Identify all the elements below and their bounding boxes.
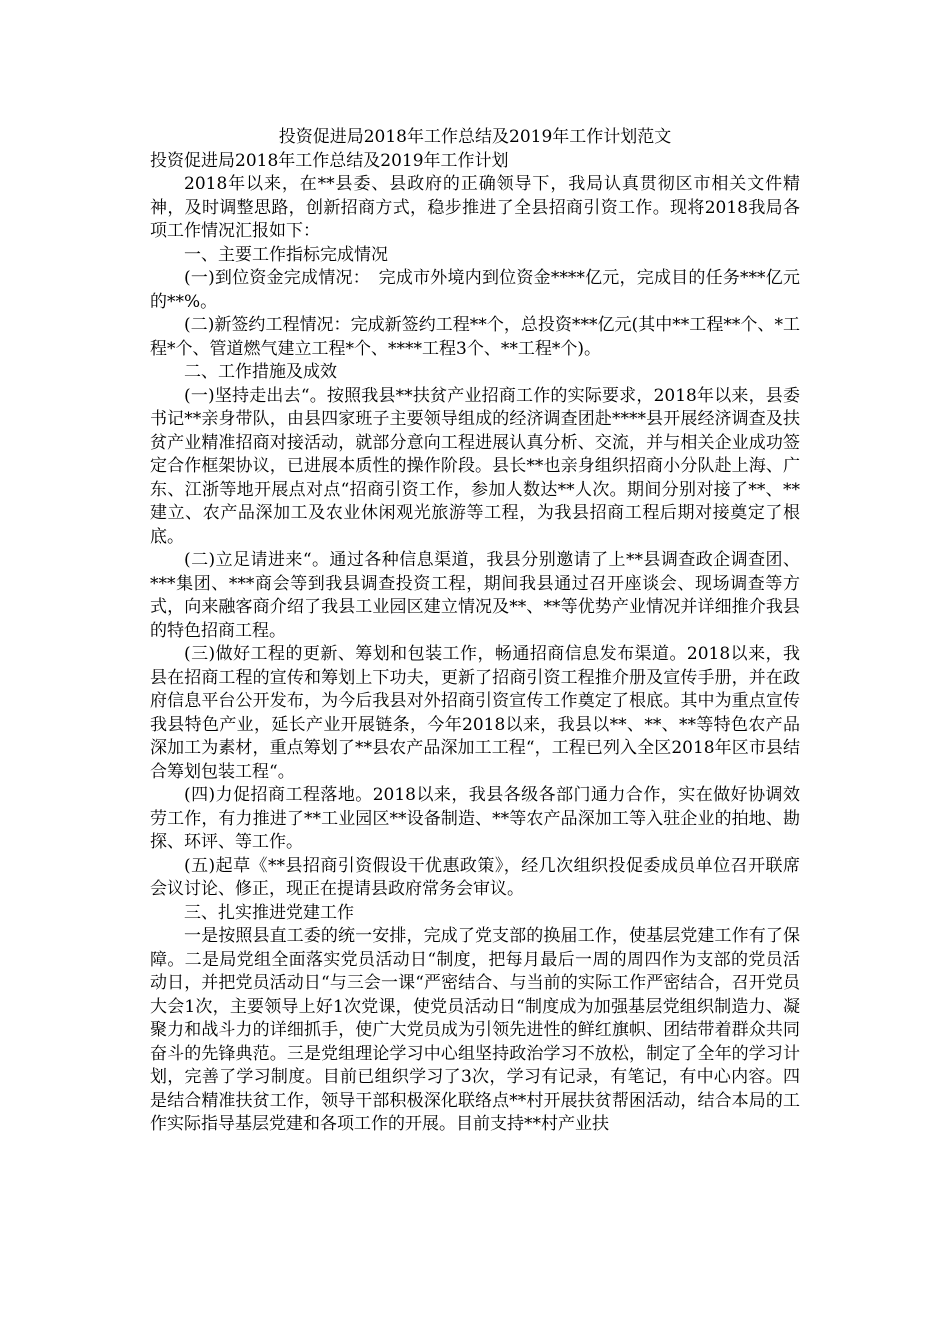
paragraph-go-out: (一)坚持走出去“。按照我县**扶贫产业招商工作的实际要求，2018年以来，县委书记**亲身带队，由县四家班子主要领导组成的经济调查团赴****县开展经济调查及扶贫产业精准招商对接活动，就部分意向工程进展认真分析、交流，并与相关企业成功签定合作框架协议，已进展本质性的操作阶段。县长**也亲身组织招商小分队赴上海、广东、江浙等地开展点对点“招商引资工作，参加人数达**人次。期间分别对接了**、**建立、农产品深加工及农业休闲观光旅游等工程，为我县招商工程后期对接奠定了根底。 [150,385,800,547]
paragraph-funds: (一)到位资金完成情况： 完成市外境内到位资金****亿元，完成目的任务***亿元的**%。 [150,268,800,312]
paragraph-packaging: (三)做好工程的更新、筹划和包装工作，畅通招商信息发布渠道。2018以来，我县在招商工程的宣传和筹划上下功夫，更新了招商引资工程推介册及宣传手册，并在政府信息平台公开发布，为今后我县对外招商引资宣传工作奠定了根底。其中为重点宣传我县特色产业，延长产业开展链条，今年2018以来，我县以**、**、**等特色农产品深加工为素材，重点筹划了**县农产品深加工工程“，工程已列入全区2018年区市县结合筹划包装工程“。 [150,644,800,782]
paragraph-party-building: 一是按照县直工委的统一安排，完成了党支部的换届工作，使基层党建工作有了保障。二是局党组全面落实党员活动日“制度，把每月最后一周的周四作为支部的党员活动日，并把党员活动日“与三会一课“严密结合、与当前的实际工作严密结合，召开党员大会1次，主要领导上好1次党课，使党员活动日“制度成为加强基层党组织制造力、凝聚力和战斗力的详细抓手，使广大党员成为引领先进性的鲜红旗帜、团结带着群众共同奋斗的先锋典范。三是党组理论学习中心组坚持政治学习不放松，制定了全年的学习计划，完善了学习制度。目前已组织学习了3次，学习有记录，有笔记，有中心内容。四是结合精准扶贫工作，领导干部积极深化联络点**村开展扶贫帮困活动，结合本局的工作实际指导基层党建和各项工作的开展。目前支持**村产业扶 [150,926,800,1134]
paragraph-landing: (四)力促招商工程落地。2018以来，我县各级各部门通力合作，实在做好协调效劳工作，有力推进了**工业园区**设备制造、**等农产品深加工等入驻企业的拍地、勘探、环评、等工作。 [150,785,800,852]
document-body [150,126,800,1137]
document-subtitle: 投资促进局2018年工作总结及2019年工作计划 [150,150,509,171]
paragraph-new-projects: (二)新签约工程情况：完成新签约工程**个，总投资***亿元(其中**工程**个、*工程*个、管道燃气建立工程*个、****工程3个、**工程*个)。 [150,315,800,359]
paragraph-policy: (五)起草《**县招商引资假设干优惠政策》，经几次组织投促委成员单位召开联席会议讨论、修正，现正在提请县政府常务会审议。 [150,855,800,899]
section-heading-3: 三、扎实推进党建工作 [184,902,354,923]
section-heading-1: 一、主要工作指标完成情况 [184,244,388,265]
paragraph-bring-in: (二)立足请进来“。通过各种信息渠道，我县分别邀请了上**县调查政企调查团、***集团、***商会等到我县调查投资工程，期间我县通过召开座谈会、现场调查等方式，向来融客商介绍了我县工业园区建立情况及**、**等优势产业情况并详细推介我县的特色招商工程。 [150,550,800,641]
section-heading-2: 二、工作措施及成效 [184,362,337,382]
document-title: 投资促进局2018年工作总结及2019年工作计划范文 [278,127,672,147]
paragraph-intro: 2018年以来，在**县委、县政府的正确领导下，我局认真贯彻区市相关文件精神，及时调整思路，创新招商方式，稳步推进了全县招商引资工作。现将2018我局各项工作情况汇报如下： [150,174,800,241]
